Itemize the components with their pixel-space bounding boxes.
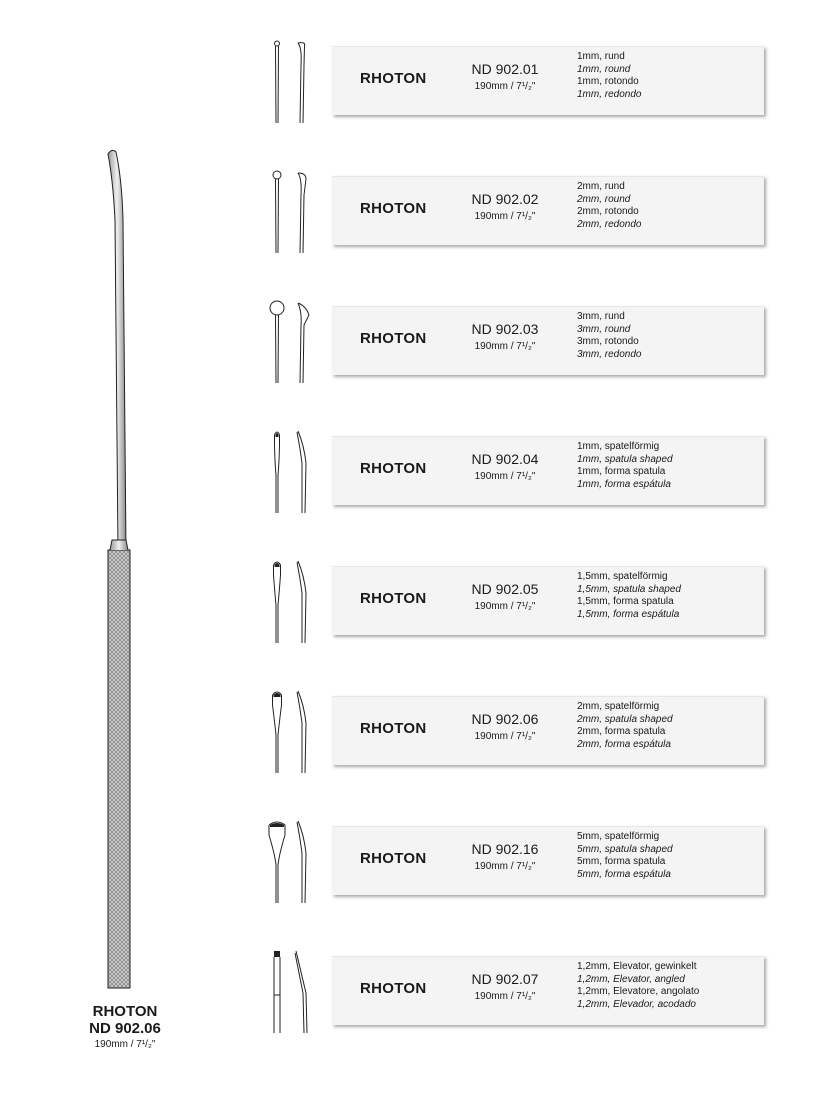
product-brand: RHOTON (360, 590, 427, 607)
product-code: ND 902.04 (471, 451, 539, 467)
product-card (332, 826, 764, 895)
description-line: 3mm, rund (577, 311, 625, 322)
description-line: 3mm, round (577, 323, 631, 335)
main-instrument-length: 190mm / 7¹/₂" (94, 1039, 156, 1050)
description-line: 1,5mm, forma espátula (577, 608, 680, 620)
product-row (262, 425, 782, 515)
product-brand: RHOTON (360, 980, 427, 997)
description-line: 2mm, forma espátula (577, 738, 671, 750)
description-line: 1,5mm, forma spatula (577, 596, 674, 608)
product-length: 190mm / 7¹/₂" (474, 991, 536, 1002)
product-card (332, 566, 764, 635)
product-description (577, 311, 641, 361)
main-instrument-caption (40, 1003, 210, 1052)
product-card (332, 956, 764, 1025)
product-code: ND 902.03 (471, 321, 539, 337)
product-brand: RHOTON (360, 70, 427, 87)
description-line: 2mm, rund (577, 181, 625, 192)
description-line: 5mm, spatula shaped (577, 843, 673, 855)
description-line: 1mm, spatula shaped (577, 453, 673, 465)
product-brand: RHOTON (360, 460, 427, 477)
product-row (262, 165, 782, 255)
product-description (577, 701, 673, 751)
product-description (577, 961, 699, 1011)
product-length: 190mm / 7¹/₂" (474, 211, 536, 222)
description-line: 1,5mm, spatula shaped (577, 583, 681, 595)
main-instrument-code: ND 902.06 (89, 1020, 161, 1037)
description-line: 1mm, rund (577, 51, 625, 62)
round-tip-1mm-illustration (262, 35, 322, 125)
product-card (332, 46, 764, 115)
product-description (577, 51, 641, 101)
description-line: 2mm, round (577, 193, 631, 205)
description-line: 1mm, rotondo (577, 76, 639, 88)
description-line: 2mm, spatelförmig (577, 701, 660, 712)
product-brand: RHOTON (360, 850, 427, 867)
round-tip-2mm-illustration (262, 165, 322, 255)
description-line: 2mm, rotondo (577, 206, 639, 218)
description-line: 1,2mm, Elevator, gewinkelt (577, 961, 697, 972)
description-line: 1mm, round (577, 63, 631, 75)
description-line: 5mm, forma espátula (577, 868, 671, 880)
product-brand: RHOTON (360, 330, 427, 347)
product-length: 190mm / 7¹/₂" (474, 861, 536, 872)
description-line: 5mm, forma spatula (577, 856, 666, 868)
spatula-tip-5mm-illustration (262, 815, 322, 905)
description-line: 5mm, spatelförmig (577, 831, 660, 842)
product-row (262, 555, 782, 645)
product-length: 190mm / 7¹/₂" (474, 601, 536, 612)
main-instrument-illustration (60, 140, 200, 1000)
round-tip-3mm-illustration (262, 295, 322, 385)
description-line: 2mm, redondo (577, 218, 642, 230)
description-line: 1mm, spatelförmig (577, 441, 660, 452)
product-description (577, 571, 681, 621)
description-line: 2mm, spatula shaped (577, 713, 673, 725)
product-row (262, 685, 782, 775)
description-line: 1,2mm, Elevatore, angolato (577, 986, 700, 998)
product-card (332, 176, 764, 245)
product-row (262, 815, 782, 905)
product-length: 190mm / 7¹/₂" (474, 341, 536, 352)
product-brand: RHOTON (360, 200, 427, 217)
description-line: 3mm, redondo (577, 348, 642, 360)
product-code: ND 902.02 (471, 191, 539, 207)
product-description (577, 831, 673, 881)
product-code: ND 902.05 (471, 581, 539, 597)
description-line: 1,2mm, Elevator, angled (577, 973, 685, 985)
description-line: 1,2mm, Elevador, acodado (577, 998, 696, 1010)
product-description (577, 441, 673, 491)
product-length: 190mm / 7¹/₂" (474, 471, 536, 482)
description-line: 3mm, rotondo (577, 336, 639, 348)
main-instrument-name: RHOTON (92, 1003, 158, 1020)
product-card (332, 436, 764, 505)
product-length: 190mm / 7¹/₂" (474, 81, 536, 92)
product-row (262, 945, 782, 1035)
product-code: ND 902.07 (471, 971, 539, 987)
product-description (577, 181, 641, 231)
product-code: ND 902.06 (471, 711, 539, 727)
spatula-tip-1mm-illustration (262, 425, 322, 515)
description-line: 1,5mm, spatelförmig (577, 571, 668, 582)
description-line: 2mm, forma spatula (577, 726, 666, 738)
elevator-tip-angled-illustration (262, 945, 322, 1035)
product-card (332, 696, 764, 765)
description-line: 1mm, forma spatula (577, 466, 666, 478)
product-code: ND 902.16 (471, 841, 539, 857)
spatula-tip-2mm-illustration (262, 685, 322, 775)
product-card (332, 306, 764, 375)
product-row (262, 35, 782, 125)
spatula-tip-1-5mm-illustration (262, 555, 322, 645)
product-brand: RHOTON (360, 720, 427, 737)
description-line: 1mm, redondo (577, 88, 642, 100)
description-line: 1mm, forma espátula (577, 478, 671, 490)
product-length: 190mm / 7¹/₂" (474, 731, 536, 742)
product-row (262, 295, 782, 385)
product-code: ND 902.01 (471, 61, 539, 77)
